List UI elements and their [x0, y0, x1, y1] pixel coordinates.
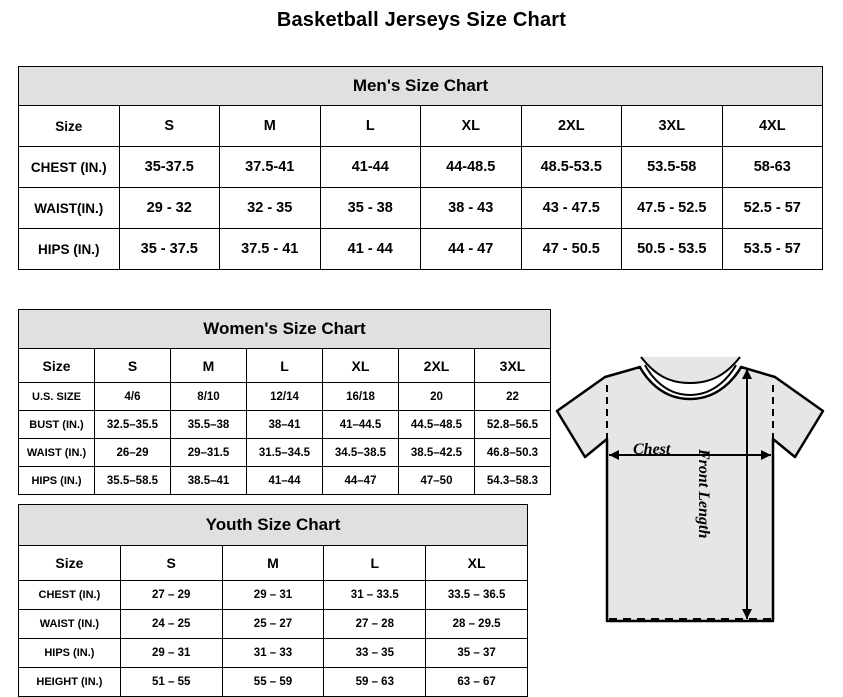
table-cell: 31 – 33: [222, 639, 324, 668]
table-cell: 35.5–58.5: [95, 467, 171, 495]
youth-row-label-waist: WAIST (IN.): [19, 610, 121, 639]
table-cell: 35 - 38: [320, 188, 421, 229]
table-cell: 38.5–41: [171, 467, 247, 495]
table-cell: 48.5-53.5: [521, 147, 622, 188]
table-row: [19, 639, 528, 668]
table-row: [19, 668, 528, 697]
table-cell: 44 - 47: [421, 229, 522, 270]
mens-table-caption: Men's Size Chart: [19, 67, 823, 106]
table-cell: 32 - 35: [220, 188, 321, 229]
table-cell: 53.5 - 57: [722, 229, 823, 270]
table-cell: 41 - 44: [320, 229, 421, 270]
womens-size-table: [18, 309, 551, 495]
table-cell: 29 - 32: [119, 188, 220, 229]
mens-size-table: [18, 66, 823, 270]
table-cell: 54.3–58.3: [475, 467, 551, 495]
table-cell: 52.5 - 57: [722, 188, 823, 229]
table-cell: 58-63: [722, 147, 823, 188]
youth-col-s: S: [120, 546, 222, 581]
table-cell: 20: [399, 383, 475, 411]
womens-row-label-waist: WAIST (IN.): [19, 439, 95, 467]
table-cell: 27 – 29: [120, 581, 222, 610]
table-row: [19, 439, 551, 467]
table-cell: 33 – 35: [324, 639, 426, 668]
table-header-row: [19, 546, 528, 581]
table-cell: 32.5–35.5: [95, 411, 171, 439]
youth-col-l: L: [324, 546, 426, 581]
womens-size-chart-section: [18, 309, 551, 495]
table-cell: 37.5-41: [220, 147, 321, 188]
table-header-row: [19, 106, 823, 147]
table-row: [19, 147, 823, 188]
table-cell: 26–29: [95, 439, 171, 467]
chest-measure-label: Chest: [633, 441, 671, 458]
table-row: [19, 383, 551, 411]
womens-col-l: L: [247, 349, 323, 383]
table-caption-row: [19, 67, 823, 106]
table-cell: 44-48.5: [421, 147, 522, 188]
table-cell: 43 - 47.5: [521, 188, 622, 229]
youth-row-label-chest: CHEST (IN.): [19, 581, 121, 610]
womens-row-label-bust: BUST (IN.): [19, 411, 95, 439]
mens-col-4xl: 4XL: [722, 106, 823, 147]
table-row: [19, 229, 823, 270]
table-cell: 41-44: [320, 147, 421, 188]
table-cell: 31 – 33.5: [324, 581, 426, 610]
table-cell: 35-37.5: [119, 147, 220, 188]
table-cell: 29–31.5: [171, 439, 247, 467]
table-row: [19, 188, 823, 229]
mens-col-m: M: [220, 106, 321, 147]
table-cell: 47 - 50.5: [521, 229, 622, 270]
table-cell: 41–44.5: [323, 411, 399, 439]
womens-col-m: M: [171, 349, 247, 383]
womens-table-caption: Women's Size Chart: [19, 310, 551, 349]
table-cell: 55 – 59: [222, 668, 324, 697]
mens-col-l: L: [320, 106, 421, 147]
womens-col-xl: XL: [323, 349, 399, 383]
table-cell: 51 – 55: [120, 668, 222, 697]
table-cell: 44.5–48.5: [399, 411, 475, 439]
table-cell: 47–50: [399, 467, 475, 495]
youth-row-label-height: HEIGHT (IN.): [19, 668, 121, 697]
table-row: [19, 467, 551, 495]
mens-corner-label: Size: [19, 106, 120, 147]
table-cell: 4/6: [95, 383, 171, 411]
youth-col-m: M: [222, 546, 324, 581]
youth-col-xl: XL: [426, 546, 528, 581]
table-cell: 53.5-58: [622, 147, 723, 188]
mens-col-s: S: [119, 106, 220, 147]
table-cell: 34.5–38.5: [323, 439, 399, 467]
table-cell: 38–41: [247, 411, 323, 439]
table-cell: 38.5–42.5: [399, 439, 475, 467]
table-row: [19, 581, 528, 610]
table-cell: 35.5–38: [171, 411, 247, 439]
table-cell: 12/14: [247, 383, 323, 411]
table-cell: 35 – 37: [426, 639, 528, 668]
table-cell: 31.5–34.5: [247, 439, 323, 467]
table-cell: 8/10: [171, 383, 247, 411]
table-cell: 46.8–50.3: [475, 439, 551, 467]
jersey-measurement-diagram: [545, 339, 835, 679]
womens-col-2xl: 2XL: [399, 349, 475, 383]
mens-row-label-hips: HIPS (IN.): [19, 229, 120, 270]
mens-row-label-waist: WAIST(IN.): [19, 188, 120, 229]
table-cell: 29 – 31: [222, 581, 324, 610]
table-cell: 16/18: [323, 383, 399, 411]
womens-corner-label: Size: [19, 349, 95, 383]
table-cell: 59 – 63: [324, 668, 426, 697]
table-cell: 35 - 37.5: [119, 229, 220, 270]
table-cell: 38 - 43: [421, 188, 522, 229]
youth-row-label-hips: HIPS (IN.): [19, 639, 121, 668]
table-cell: 37.5 - 41: [220, 229, 321, 270]
mens-col-xl: XL: [421, 106, 522, 147]
table-cell: 52.8–56.5: [475, 411, 551, 439]
table-caption-row: [19, 310, 551, 349]
mens-col-3xl: 3XL: [622, 106, 723, 147]
mens-row-label-chest: CHEST (IN.): [19, 147, 120, 188]
table-header-row: [19, 349, 551, 383]
youth-table-caption: Youth Size Chart: [19, 505, 528, 546]
table-cell: 63 – 67: [426, 668, 528, 697]
table-cell: 22: [475, 383, 551, 411]
youth-corner-label: Size: [19, 546, 121, 581]
womens-row-label-us-size: U.S. SIZE: [19, 383, 95, 411]
front-length-measure-label: Front Length: [695, 449, 712, 539]
table-cell: 27 – 28: [324, 610, 426, 639]
table-row: [19, 411, 551, 439]
table-cell: 28 – 29.5: [426, 610, 528, 639]
table-cell: 33.5 – 36.5: [426, 581, 528, 610]
youth-size-chart-section: [18, 504, 528, 697]
mens-size-chart-section: [18, 66, 823, 270]
mens-col-2xl: 2XL: [521, 106, 622, 147]
youth-size-table: [18, 504, 528, 697]
table-cell: 44–47: [323, 467, 399, 495]
womens-col-3xl: 3XL: [475, 349, 551, 383]
table-cell: 24 – 25: [120, 610, 222, 639]
page-title: Basketball Jerseys Size Chart: [276, 9, 567, 31]
table-cell: 25 – 27: [222, 610, 324, 639]
jersey-shape-icon: [545, 339, 835, 659]
table-cell: 47.5 - 52.5: [622, 188, 723, 229]
table-caption-row: [19, 505, 528, 546]
table-cell: 29 – 31: [120, 639, 222, 668]
table-cell: 41–44: [247, 467, 323, 495]
womens-row-label-hips: HIPS (IN.): [19, 467, 95, 495]
table-row: [19, 610, 528, 639]
womens-col-s: S: [95, 349, 171, 383]
table-cell: 50.5 - 53.5: [622, 229, 723, 270]
